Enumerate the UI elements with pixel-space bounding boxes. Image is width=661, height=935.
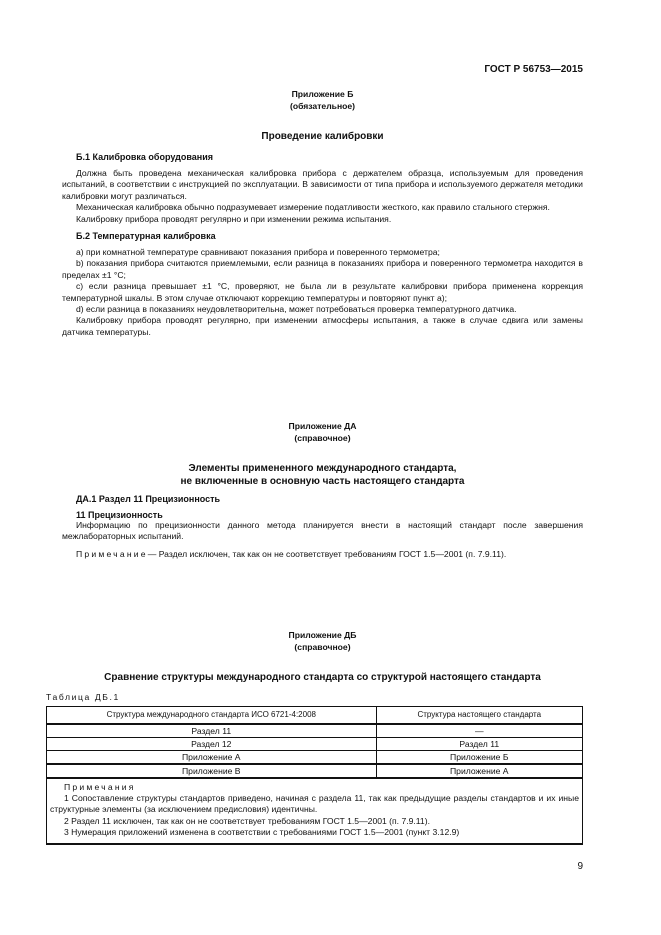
- paragraph: b) показания прибора считаются приемлемыми, если разница в показаниях прибора и поверенного термометра находится в пределах ±1 °С;: [62, 258, 583, 280]
- note: [62, 549, 583, 560]
- table-row: [47, 724, 583, 738]
- table-cell: —: [376, 724, 582, 738]
- paragraph: d) если разница в показаниях неудовлетворительна, может потребоваться проверка температурного датчика.: [76, 304, 517, 315]
- table-cell: Раздел 12: [47, 737, 377, 750]
- section-b1: [62, 152, 583, 338]
- appendix-db-heading: Сравнение структуры международного стандарта со структурой настоящего стандарта: [104, 672, 541, 683]
- table-cell: Приложение А: [376, 764, 582, 778]
- appendix-da-label: [62, 420, 583, 444]
- table-header-row: [47, 707, 583, 724]
- appendix-title: Приложение ДА: [288, 421, 357, 431]
- table-notes: [47, 778, 583, 844]
- note-text: — Раздел исключен, так как он не соответствует требованиям ГОСТ 1.5—2001 (п. 7.9.11).: [147, 548, 507, 559]
- heading-line: не включенные в основную часть настоящего стандарта: [180, 475, 465, 487]
- notes-label: Примечания: [64, 781, 136, 792]
- paragraph: a) при комнатной температуре сравнивают показания прибора и поверенного термометра;: [76, 247, 440, 258]
- appendix-title: Приложение ДБ: [288, 630, 357, 640]
- table-cell: Приложение Б: [376, 750, 582, 764]
- section-da1: [62, 494, 583, 560]
- table-row: [47, 750, 583, 764]
- appendix-title: Приложение Б: [291, 89, 354, 99]
- heading-line: Элементы примененного международного стандарта,: [188, 463, 457, 474]
- appendix-b-heading: Проведение калибровки: [261, 131, 384, 142]
- note-label: Примечание: [76, 548, 148, 559]
- paragraph: c) если разница превышает ±1 °С, проверяют, не была ли в результате калибровки прибора применена коррекция температурной шкалы. В этом случае отключают коррекцию температуры и повторяют пункт a);: [62, 281, 583, 303]
- table-cell: Раздел 11: [376, 737, 582, 750]
- paragraph: Калибровку прибора проводят регулярно и при изменении режима испытания.: [76, 213, 392, 224]
- table-cell: Раздел 11: [47, 724, 377, 738]
- note: 3 Нумерация приложений изменена в соответствии с требованиями ГОСТ 1.5—2001 (пункт 3.12.9): [64, 827, 460, 838]
- table-row: [47, 764, 583, 778]
- table-cell: Приложение В: [47, 764, 377, 778]
- subsection-title: 11 Прецизионность: [76, 510, 163, 520]
- paragraph: Информацию по прецизионности данного метода планируется внести в настоящий стандарт после завершения межлабораторных испытаний.: [62, 520, 583, 542]
- table-cell: Приложение А: [47, 750, 377, 764]
- column-header: Структура настоящего стандарта: [376, 707, 582, 724]
- appendix-da-heading: [62, 463, 583, 488]
- paragraph: Механическая калибровка обычно подразумевает измерение податливости жесткого, как правило стального стержня.: [76, 202, 550, 213]
- note: 2 Раздел 11 исключен, так как он не соответствует требованиям ГОСТ 1.5—2001 (п. 7.9.11).: [64, 815, 430, 826]
- section-title: ДА.1 Раздел 11 Прецизионность: [76, 494, 221, 504]
- column-header: Структура международного стандарта ИСО 6721-4:2008: [47, 707, 377, 724]
- section-title: Б.1 Калибровка оборудования: [76, 152, 213, 162]
- table-label: Таблица ДБ.1: [46, 692, 120, 702]
- page-number: 9: [577, 861, 583, 872]
- appendix-status: (справочное): [294, 433, 351, 443]
- appendix-db-label: [62, 629, 583, 653]
- table-row: [47, 737, 583, 750]
- doc-id: ГОСТ Р 56753—2015: [484, 64, 583, 75]
- section-title: Б.2 Температурная калибровка: [76, 231, 216, 242]
- paragraph: Должна быть проведена механическая калибровка прибора с держателем образца, используемым для проведения испытаний, в соответствии с инструкцией по эксплуатации. В зависимости от типа прибора и используемого держателя методики калибровки могут различаться.: [62, 168, 583, 201]
- note: 1 Сопоставление структуры стандартов приведено, начиная с раздела 11, так как предыдущие разделы стандартов и их иные структурные элементы (за исключением предисловия) идентичны.: [50, 792, 579, 815]
- paragraph: Калибровку прибора проводят регулярно, при изменении атмосферы испытания, а также в случае сдвига или замены датчика температуры.: [62, 315, 583, 337]
- comparison-table: [46, 706, 583, 845]
- appendix-b-label: [62, 88, 583, 112]
- appendix-status: (справочное): [294, 642, 351, 652]
- table-notes-row: [47, 778, 583, 844]
- appendix-status: (обязательное): [289, 101, 356, 111]
